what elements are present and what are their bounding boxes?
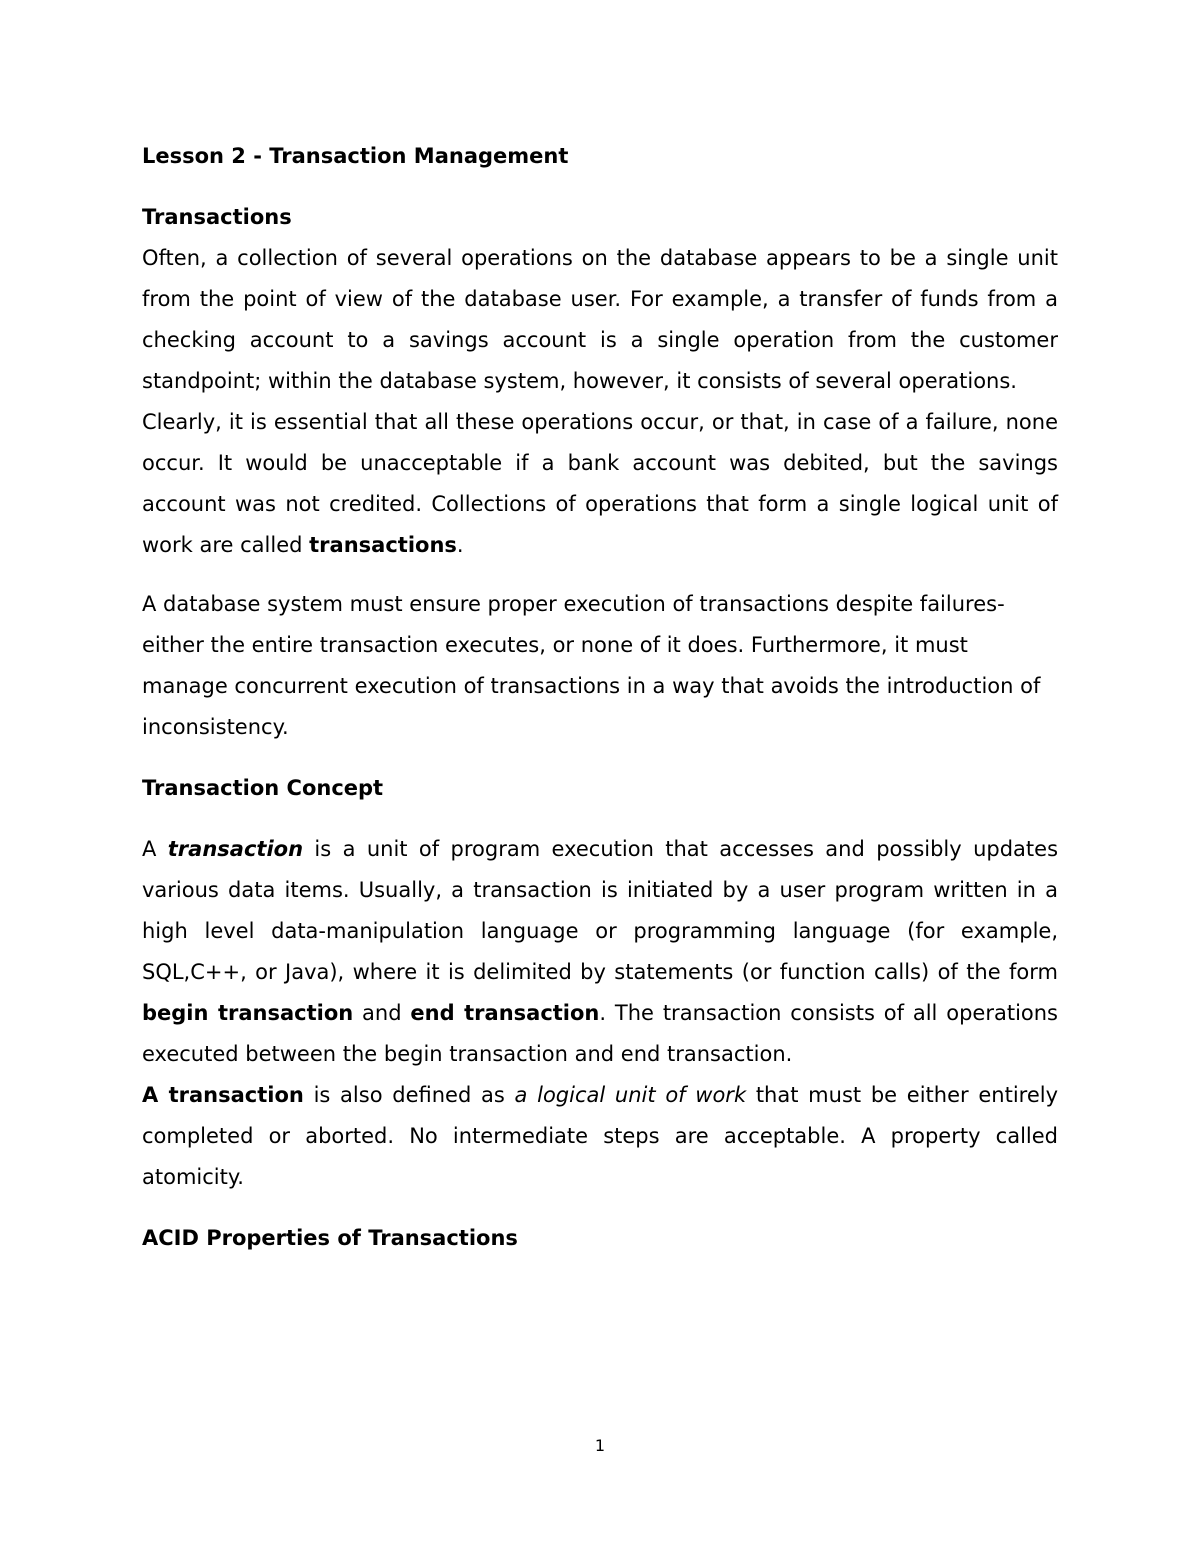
transactions-term: transactions — [309, 533, 457, 557]
transactions-paragraph-3: A database system must ensure proper execution of transactions despite failures-either the entire transaction executes, or none of it does. Furthermore, it must manage concurrent execution of transactions in a way that avoids the introduction of inconsistency. — [142, 592, 1041, 739]
paragraph-text: Clearly, it is essential that all these operations occur, or that, in case of a failure, none occur. It would be unacceptable if a bank account was debited, but the savings account was not credited. Collections of operations that form a single logical unit of work are called — [142, 410, 1058, 557]
transactions-paragraph-1: Often, a collection of several operations on the database appears to be a single unit from the point of view of the database user. For example, a transfer of funds from a checking account to a savings account is a single operation from the customer standpoint; within the database system, however, it consists of several operations. — [142, 246, 1058, 393]
paragraph-text: A — [142, 837, 168, 861]
lesson-title: Lesson 2 - Transaction Management — [142, 144, 569, 168]
transactions-heading: Transactions — [142, 205, 292, 229]
paragraph-text: . The transaction consists of all operations executed between the begin transaction and end transaction. — [142, 1001, 1059, 1066]
paragraph-text: . — [456, 533, 464, 557]
transaction-term: transaction — [167, 837, 304, 861]
paragraph-text: that must be either entirely completed or aborted. No intermediate steps are acceptable. A property called atomicity. — [142, 1083, 1059, 1189]
begin-transaction-term: begin transaction — [142, 1001, 354, 1025]
paragraph-text: is a unit of program execution that accesses and possibly updates various data items. Usually, a transaction is initiated by a user program written in a high level data-manipulation language or programming language (for example, SQL,C++, or Java), where it is delimited by statements (or function calls) of the form — [142, 837, 1059, 984]
transactions-paragraph-2 — [142, 402, 1058, 566]
acid-heading: ACID Properties of Transactions — [142, 1226, 518, 1250]
page-number: 1 — [594, 1436, 606, 1455]
a-transaction-term: A transaction — [142, 1083, 304, 1107]
document-page — [142, 136, 1058, 1259]
concept-paragraph-2 — [142, 1075, 1058, 1198]
paragraph-text: is also defined as — [303, 1083, 515, 1107]
logical-unit-term: a logical unit of work — [514, 1083, 747, 1107]
concept-paragraph-1 — [142, 829, 1058, 1075]
transaction-concept-heading: Transaction Concept — [142, 776, 384, 800]
paragraph-text: and — [353, 1001, 411, 1025]
end-transaction-term: end transaction — [410, 1001, 600, 1025]
